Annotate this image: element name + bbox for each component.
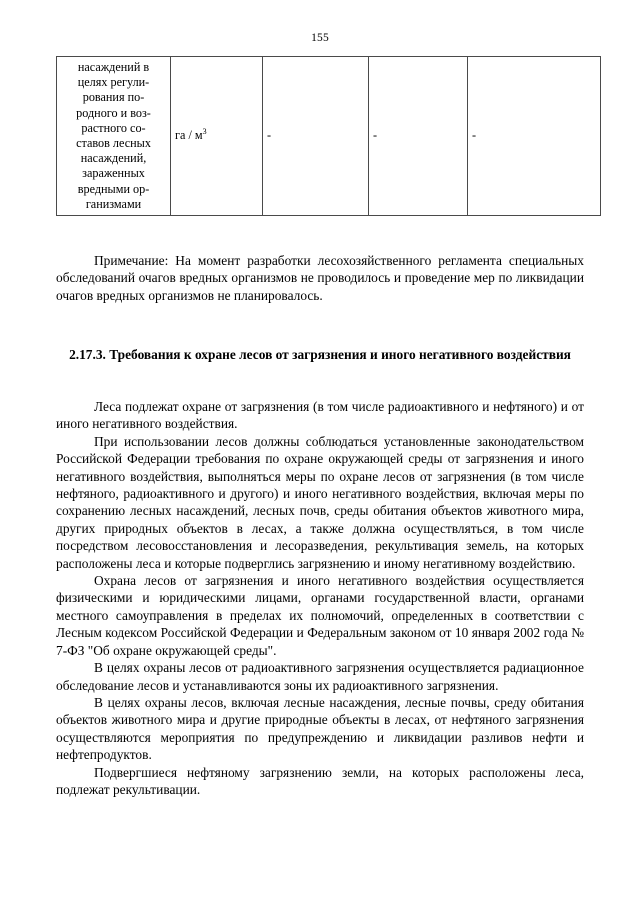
section-body (56, 398, 584, 798)
body-paragraph: При использовании лесов должны соблюдаться установленные законодательством Российской Федерации требования по охране окружающей среды от загрязнения и иного негативного воздействия, выполняться меры по охране лесов от загрязнения (в том числе нефтяного, радиоактивного и другого) и иного негативного воздействия, включая меры по сохранению лесных насаждений, лесных почв, среды обитания объектов животного мира, других природных объектов в лесах, а также должна осуществляться, в том числе посредством лесовосстановления и лесоразведения, рекультивация земель, на которых расположены леса и которые подверглись загрязнению и иному негативному воздействию. (56, 433, 584, 571)
table-cell-value-3: - (468, 57, 601, 216)
description-line: родного и воз- (76, 105, 151, 120)
description-line: растного со- (81, 120, 146, 135)
note-paragraph: Примечание: На момент разработки лесохозяйственного регламента специальных обследований очагов вредных организмов не проводилось и проведение мер по ликвидации очагов вредных организмов не планировалось. (56, 253, 584, 303)
description-line: целях регули- (77, 75, 150, 90)
description-line: вредными ор- (77, 181, 150, 196)
description-line: зараженных (82, 166, 145, 181)
table-cell-value-2: - (369, 57, 468, 216)
description-line: насаждений, (80, 151, 147, 166)
description-line: ганизмами (85, 196, 142, 211)
description-line: рования по- (82, 90, 145, 105)
table-cell-unit (171, 57, 263, 216)
section-heading: 2.17.3. Требования к охране лесов от загрязнения и иного негативного воздействия (69, 347, 571, 362)
body-paragraph: В целях охраны лесов, включая лесные насаждения, лесные почвы, среду обитания объектов животного мира и другие природные объекты в лесах, от нефтяного загрязнения осуществляются мероприятия по предупреждению и ликвидации разливов нефти и нефтепродуктов. (56, 694, 584, 763)
table-cell-value-1: - (263, 57, 369, 216)
description-line: ставов лесных (76, 136, 151, 151)
page-number: 155 (311, 32, 329, 44)
table-cell-description (57, 57, 171, 216)
description-line: насаждений в (77, 60, 150, 74)
body-paragraph: Леса подлежат охране от загрязнения (в том числе радиоактивного и нефтяного) и от иного негативного воздействия. (56, 399, 584, 432)
forest-measures-table (56, 56, 601, 216)
table-row (57, 57, 601, 216)
body-paragraph: Охрана лесов от загрязнения и иного негативного воздействия осуществляется физическими и юридическими лицами, органами государственной власти, органами местного самоуправления в пределах их полномочий, определенных в соответствии с Лесным кодексом Российской Федерации и Федеральным законом от 10 января 2002 года № 7-ФЗ "Об охране окружающей среды". (56, 573, 584, 658)
body-paragraph: Подвергшиеся нефтяному загрязнению земли, на которых расположены леса, подлежат рекультивации. (56, 764, 584, 797)
table-note (56, 252, 584, 304)
body-paragraph: В целях охраны лесов от радиоактивного загрязнения осуществляется радиационное обследование лесов и устанавливаются зоны их радиоактивного загрязнения. (56, 660, 584, 693)
unit-superscript: 3 (202, 127, 207, 137)
unit-label: га / м (175, 128, 203, 143)
